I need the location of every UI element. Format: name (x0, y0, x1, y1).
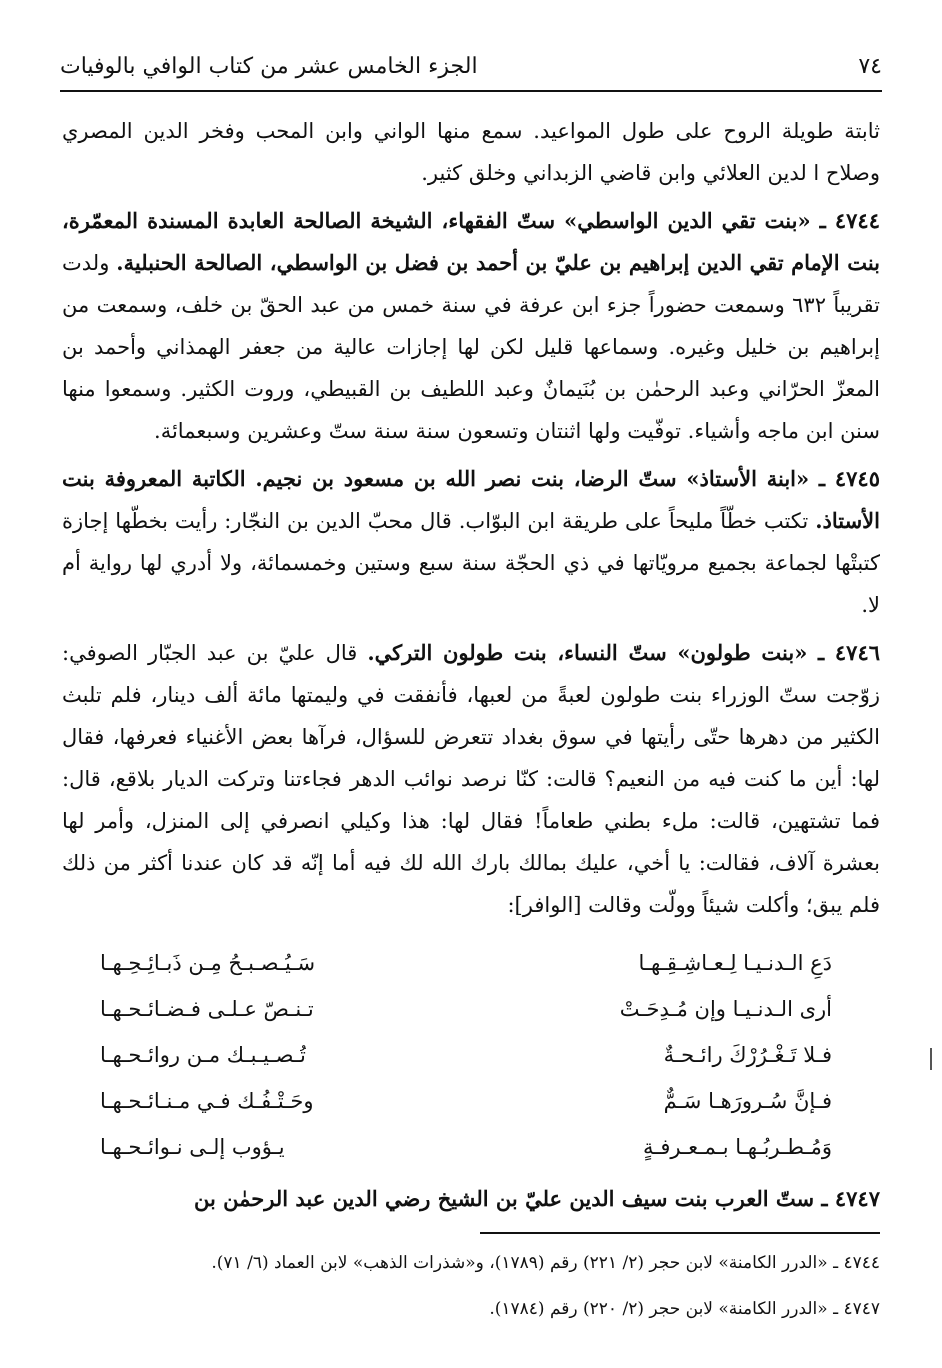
verse-second-hemistich: تُـصـيـبـك مـن روائـحـهـا (100, 1043, 306, 1067)
verse-first-hemistich: فـلا تَـغْـرُرْكَ رائـحـةٌ (663, 1043, 832, 1067)
footnote: ٤٧٤٤ ـ «الدرر الكامنة» لابن حجر (٢/ ٢٢١) رقم (١٧٨٩)، و«شذرات الذهب» لابن العماد (٦/ ٧١). (211, 1253, 880, 1273)
verse-second-hemistich: تـنـصّ عـلـى فـضـائـحـهـا (100, 997, 314, 1021)
paragraph-continuation (62, 110, 880, 194)
entry-heading: ٤٧٤٤ ـ «بنت تقي الدين الواسطي» ستّ الفقهاء، الشيخة الصالحة العابدة المسندة المعمّرة، بنت الإمام تقي الدين إبراهيم بن عليّ بن أحمد بن فضل بن الواسطي، الصالحة الحنبلية. (62, 208, 880, 275)
verse-line (100, 1078, 832, 1124)
paragraph-text: تكتب خطّاً مليحاً على طريقة ابن البوّاب. قال محبّ الدين بن النجّار: رأيت بخطّها إجازة كتبتْها لجماعة بجميع مرويّاتها في ذي الحجّة سنة سبع وستين وخمسمائة، ولا أدري لها رواية أم لا. (62, 509, 880, 617)
main-text (62, 110, 880, 932)
verse-line (100, 986, 832, 1032)
verse-line (100, 940, 832, 986)
entry-heading: ٤٧٤٦ ـ «بنت طولون» ستّ النساء، بنت طولون التركي. (367, 640, 881, 665)
page-header (60, 48, 882, 84)
verse-first-hemistich: أرى الـدنـيـا وإن مُـدِحَـتْ (619, 997, 832, 1021)
entry-4747-heading: ٤٧٤٧ ـ ستّ العرب بنت سيف الدين عليّ بن الشيخ رضي الدين عبد الرحمٰن بن (193, 1186, 880, 1211)
footnote: ٤٧٤٧ ـ «الدرر الكامنة» لابن حجر (٢/ ٢٢٠) رقم (١٧٨٤). (489, 1299, 880, 1319)
verse-line (100, 1124, 832, 1170)
running-title: الجزء الخامس عشر من كتاب الوافي بالوفيات (60, 53, 478, 79)
verse-first-hemistich: وَمُـطـربُـهـا بـمـعـرفـةٍ (642, 1135, 832, 1159)
margin-mark (930, 1048, 932, 1070)
verse-first-hemistich: فـإنَّ سُـرورَهـا سَـمٌّ (663, 1089, 832, 1113)
verse-second-hemistich: وحَـتْـفُـك فـي مـنـائـحـهـا (100, 1089, 314, 1113)
paragraph-text: ولدت تقريباً ٦٣٢ وسمعت حضوراً جزء ابن عرفة في سنة خمس من عبد الحقّ بن خلف، وسمعت من إبراهيم بن خليل وغيره. وسماعها قليل لكن لها إجازات عالية من جعفر الهمذاني وأحمد بن المعزّ الحرّاني وعبد الرحمٰن بن بُنَيمانٌ وعبد اللطيف بن القبيطي، وروت الكثير. وسمعوا منها سنن ابن ماجه وأشياء. توفّيت ولها اثنتان وتسعون سنة سنة ستّ وعشرين وسبعمائة. (62, 251, 881, 443)
poem-verses (100, 940, 832, 1170)
entry-4745 (62, 458, 880, 626)
entry-4744 (62, 200, 880, 452)
verse-line (100, 1032, 832, 1078)
entry-heading: ٤٧٤٥ ـ «ابنة الأستاذ» ستّ الرضا، بنت نصر الله بن مسعود بن نجيم. الكاتبة المعروفة بنت الأستاذ. (62, 466, 880, 533)
paragraph-text: ثابتة طويلة الروح على طول المواعيد. سمع منها الواني وابن المحب وفخر الدين المصري وصلاح ا لدين العلائي وابن قاضي الزبداني وخلق كثير. (62, 119, 880, 185)
header-divider (60, 90, 882, 92)
verse-second-hemistich: يـؤوب إلـى نـوائـحـهـا (100, 1135, 285, 1159)
verse-second-hemistich: سَـيُـصـبـحُ مِـن ذَبـائِـحِـهـا (100, 951, 316, 975)
page-number: ٧٤ (858, 53, 882, 79)
entry-4746 (62, 632, 880, 926)
footnotes (62, 1240, 880, 1332)
paragraph-text: قال عليّ بن عبد الجبّار الصوفي: زوّجت ستّ الوزراء بنت طولون لعبةً من لعبها، فأنفقت في وليمتها مائة ألف دينار، فلم تلبث الكثير من دهرها حتّى رأيتها في سوق بغداد تتعرض للسؤال، فرآها بعض الأغنياء فعرفها، فقال لها: أين ما كنت فيه من النعيم؟ قالت: كنّا نرصد نوائب الدهر فجاءتنا وتركت الديار بلاقع، قال: فما تشتهين، قالت: ملء بطني طعاماً! فقال لها: هذا وكيلي انصرفي إلى المنزل، وأمر لها بعشرة آلاف، فقالت: يا أخي، عليك بمالك بارك الله لك فيه أما إنّه قد كان عندنا أكثر من ذلك فلم يبق؛ وأكلت شيئاً وولّت وقالت [الوافر]: (62, 641, 880, 917)
footnote-divider (480, 1232, 880, 1234)
verse-first-hemistich: دَعِ الـدنـيـا لِـعـاشِـقِـهـا (638, 951, 832, 975)
